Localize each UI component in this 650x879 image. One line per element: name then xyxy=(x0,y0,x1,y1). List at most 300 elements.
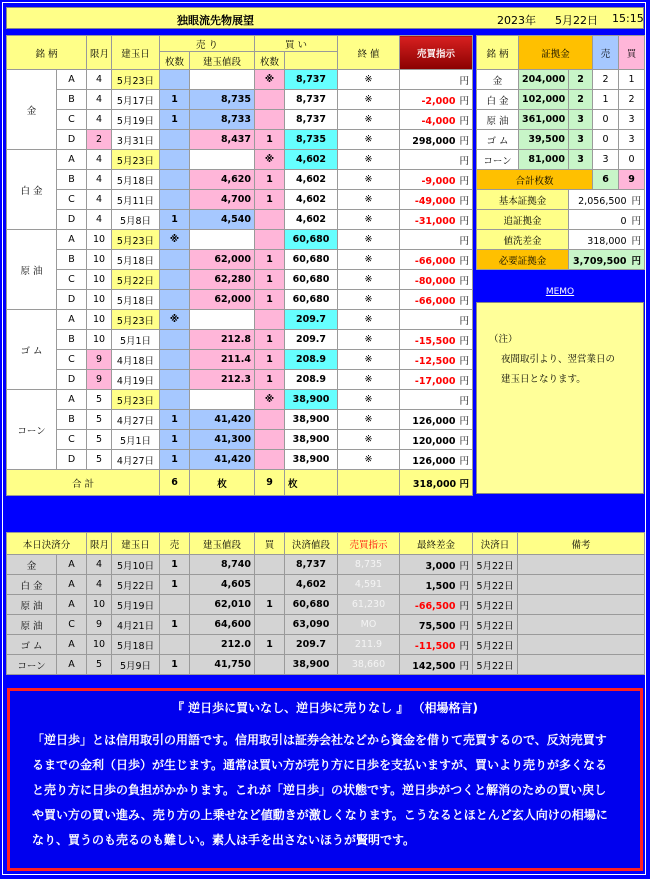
margin-sell: 0 xyxy=(593,110,619,130)
position-entry-date: 5月17日 xyxy=(112,90,160,110)
settled-price: 212.0 xyxy=(190,635,255,655)
margin-commodity: 原 油 xyxy=(477,110,519,130)
position-pnl-unit: 円 xyxy=(459,215,469,227)
position-close: 60,680 xyxy=(285,270,338,290)
margin-commodity: コーン xyxy=(477,150,519,170)
position-pnl xyxy=(400,270,473,290)
position-sub: A xyxy=(57,70,87,90)
position-pnl xyxy=(400,450,473,470)
position-row xyxy=(7,250,473,270)
position-pnl xyxy=(400,70,473,90)
position-row xyxy=(7,370,473,390)
settled-signal: 61,230 xyxy=(338,595,400,615)
summary-label: 必要証拠金 xyxy=(477,250,569,270)
summary-row xyxy=(477,210,645,230)
settled-pnl-value: -66,500 xyxy=(414,600,456,612)
position-buy-qty: 1 xyxy=(255,290,285,310)
summary-value-number: 318,000 xyxy=(587,235,627,247)
position-buy-qty xyxy=(255,110,285,130)
position-row xyxy=(7,210,473,230)
position-close: 209.7 xyxy=(285,310,338,330)
position-close: 38,900 xyxy=(285,410,338,430)
total-spacer xyxy=(338,470,400,496)
position-row xyxy=(7,410,473,430)
total-buy-count: 9 xyxy=(255,470,285,496)
margin-row xyxy=(477,110,645,130)
commodity-name: コーン xyxy=(7,390,57,470)
position-signal: ※ xyxy=(338,310,400,330)
margin-buy: 3 xyxy=(619,110,645,130)
position-sell-qty xyxy=(160,150,190,170)
position-sub: B xyxy=(57,250,87,270)
position-sub: B xyxy=(57,170,87,190)
memo-box xyxy=(476,302,644,494)
position-row xyxy=(7,430,473,450)
position-close: 4,602 xyxy=(285,150,338,170)
position-month: 10 xyxy=(87,230,112,250)
settled-row xyxy=(7,575,645,595)
col-header-buy: 買 い xyxy=(255,36,338,52)
position-pnl-unit: 円 xyxy=(459,375,469,387)
position-price: 41,420 xyxy=(190,410,255,430)
settled-sub: A xyxy=(57,555,87,575)
position-close: 4,602 xyxy=(285,210,338,230)
settled-price: 8,740 xyxy=(190,555,255,575)
margin-commodity: ゴ ム xyxy=(477,130,519,150)
summary-label: 値洗差金 xyxy=(477,230,569,250)
settled-entry-date: 5月22日 xyxy=(112,575,160,595)
position-row xyxy=(7,130,473,150)
settled-pnl-unit: 円 xyxy=(459,580,470,592)
position-sub: C xyxy=(57,190,87,210)
col-header-price: 建玉値段 xyxy=(190,52,255,70)
position-sell-qty xyxy=(160,130,190,150)
margin-count: 3 xyxy=(569,150,593,170)
position-pnl-unit: 円 xyxy=(459,255,469,267)
settled-row xyxy=(7,615,645,635)
commodity-name: 金 xyxy=(7,70,57,150)
summary-value-unit: 円 xyxy=(631,215,642,227)
position-row xyxy=(7,350,473,370)
total-pnl-unit: 円 xyxy=(459,478,469,490)
settled-entry-date: 5月10日 xyxy=(112,555,160,575)
settled-pnl-value: 3,000 xyxy=(425,560,456,572)
position-price: 212.3 xyxy=(190,370,255,390)
margin-row xyxy=(477,150,645,170)
position-month: 4 xyxy=(87,190,112,210)
settled-month: 5 xyxy=(87,655,112,675)
position-pnl-value: -49,000 xyxy=(414,195,456,207)
col-header-signal: 売買指示 xyxy=(400,36,473,70)
position-buy-qty: ※ xyxy=(255,150,285,170)
position-sub: C xyxy=(57,270,87,290)
settled-header-note: 備考 xyxy=(518,533,645,555)
position-row xyxy=(7,110,473,130)
settled-date: 5月22日 xyxy=(473,635,518,655)
settled-buy: 1 xyxy=(255,595,285,615)
margin-total-buy: 9 xyxy=(619,170,645,190)
position-close: 4,602 xyxy=(285,170,338,190)
settled-header-buy: 買 xyxy=(255,533,285,555)
margin-buy: 1 xyxy=(619,70,645,90)
position-pnl-unit: 円 xyxy=(459,135,469,147)
position-price: 62,280 xyxy=(190,270,255,290)
position-pnl-unit: 円 xyxy=(459,275,469,287)
position-row xyxy=(7,90,473,110)
settled-pnl-value: -11,500 xyxy=(414,640,456,652)
col-header-sell-qty: 枚数 xyxy=(160,52,190,70)
total-buy-unit: 枚 xyxy=(285,470,338,496)
position-signal: ※ xyxy=(338,370,400,390)
position-sub: D xyxy=(57,290,87,310)
total-sell-unit: 枚 xyxy=(190,470,255,496)
position-pnl xyxy=(400,170,473,190)
position-entry-date: 5月19日 xyxy=(112,110,160,130)
margin-header-name: 銘 柄 xyxy=(477,36,519,70)
position-pnl-unit: 円 xyxy=(459,115,469,127)
settled-settle-price: 8,737 xyxy=(285,555,338,575)
position-close: 60,680 xyxy=(285,230,338,250)
col-header-buy-qty: 枚数 xyxy=(255,52,285,70)
settled-month: 10 xyxy=(87,595,112,615)
settled-buy xyxy=(255,615,285,635)
position-month: 5 xyxy=(87,390,112,410)
settled-signal: 211.9 xyxy=(338,635,400,655)
position-signal: ※ xyxy=(338,250,400,270)
settled-pnl xyxy=(400,635,473,655)
position-sub: A xyxy=(57,390,87,410)
col-header-month: 限月 xyxy=(87,36,112,70)
settled-signal: MO xyxy=(338,615,400,635)
summary-row xyxy=(477,250,645,270)
position-close: 60,680 xyxy=(285,290,338,310)
position-close: 208.9 xyxy=(285,370,338,390)
position-month: 5 xyxy=(87,410,112,430)
position-sub: D xyxy=(57,210,87,230)
settled-row xyxy=(7,555,645,575)
settled-pnl xyxy=(400,575,473,595)
margin-count: 2 xyxy=(569,90,593,110)
position-price: 4,540 xyxy=(190,210,255,230)
settled-sell xyxy=(160,635,190,655)
position-pnl xyxy=(400,430,473,450)
position-sub: B xyxy=(57,90,87,110)
position-month: 4 xyxy=(87,110,112,130)
position-pnl xyxy=(400,210,473,230)
margin-count: 3 xyxy=(569,130,593,150)
settled-commodity: 白 金 xyxy=(7,575,57,595)
position-buy-qty xyxy=(255,230,285,250)
position-price xyxy=(190,390,255,410)
position-pnl xyxy=(400,390,473,410)
settled-header-month: 限月 xyxy=(87,533,112,555)
margin-sell: 3 xyxy=(593,150,619,170)
margin-buy: 3 xyxy=(619,130,645,150)
margin-amount: 361,000 xyxy=(519,110,569,130)
position-sell-qty xyxy=(160,270,190,290)
position-pnl xyxy=(400,410,473,430)
settled-commodity: 原 油 xyxy=(7,615,57,635)
settled-row xyxy=(7,595,645,615)
position-buy-qty: 1 xyxy=(255,170,285,190)
summary-label: 追証拠金 xyxy=(477,210,569,230)
position-entry-date: 5月1日 xyxy=(112,430,160,450)
position-close: 8,737 xyxy=(285,90,338,110)
settled-sell xyxy=(160,595,190,615)
summary-row xyxy=(477,190,645,210)
position-buy-qty: 1 xyxy=(255,330,285,350)
margin-row xyxy=(477,90,645,110)
margin-header-buy: 買 xyxy=(619,36,645,70)
position-entry-date: 4月27日 xyxy=(112,410,160,430)
settled-header-price: 建玉値段 xyxy=(190,533,255,555)
position-pnl-value: -66,000 xyxy=(414,295,456,307)
settled-note xyxy=(518,655,645,675)
position-price: 41,420 xyxy=(190,450,255,470)
margin-count: 3 xyxy=(569,110,593,130)
position-close: 209.7 xyxy=(285,330,338,350)
settled-buy xyxy=(255,655,285,675)
position-sell-qty xyxy=(160,170,190,190)
position-pnl-unit: 円 xyxy=(459,315,469,327)
position-sub: D xyxy=(57,130,87,150)
position-buy-qty xyxy=(255,430,285,450)
position-sell-qty xyxy=(160,250,190,270)
settled-buy xyxy=(255,575,285,595)
position-buy-qty xyxy=(255,450,285,470)
position-month: 4 xyxy=(87,70,112,90)
proverb-heading: 『 逆日歩に買いなし、逆日歩に売りなし 』 （相場格言) xyxy=(171,701,479,715)
summary-value-number: 0 xyxy=(620,215,627,227)
position-signal: ※ xyxy=(338,330,400,350)
settled-date: 5月22日 xyxy=(473,555,518,575)
position-buy-qty: 1 xyxy=(255,350,285,370)
settled-date: 5月22日 xyxy=(473,655,518,675)
position-pnl-unit: 円 xyxy=(459,335,469,347)
settled-month: 4 xyxy=(87,575,112,595)
position-buy-qty: ※ xyxy=(255,390,285,410)
settled-row xyxy=(7,655,645,675)
position-pnl-unit: 円 xyxy=(459,415,469,427)
settled-commodity: 原 油 xyxy=(7,595,57,615)
position-month: 10 xyxy=(87,310,112,330)
settled-date: 5月22日 xyxy=(473,595,518,615)
position-sell-qty xyxy=(160,330,190,350)
position-buy-qty: 1 xyxy=(255,130,285,150)
position-month: 4 xyxy=(87,210,112,230)
settled-month: 4 xyxy=(87,555,112,575)
margin-amount: 81,000 xyxy=(519,150,569,170)
position-month: 10 xyxy=(87,290,112,310)
page-title: 独眼流先物展望 xyxy=(177,14,254,27)
settled-signal: 8,735 xyxy=(338,555,400,575)
position-pnl-unit: 円 xyxy=(459,455,469,467)
settled-header-name: 本日決済分 xyxy=(7,533,87,555)
position-pnl xyxy=(400,250,473,270)
position-entry-date: 5月23日 xyxy=(112,150,160,170)
position-price xyxy=(190,150,255,170)
summary-value xyxy=(569,210,645,230)
position-pnl-value: 120,000 xyxy=(412,435,456,447)
col-header-spacer xyxy=(285,52,338,70)
position-sell-qty xyxy=(160,190,190,210)
position-buy-qty: 1 xyxy=(255,190,285,210)
settled-pnl-unit: 円 xyxy=(459,560,470,572)
position-entry-date: 3月31日 xyxy=(112,130,160,150)
memo-title: MEMO xyxy=(545,287,575,297)
col-header-sell: 売 り xyxy=(160,36,255,52)
position-sell-qty xyxy=(160,350,190,370)
position-price: 8,735 xyxy=(190,90,255,110)
settled-pnl xyxy=(400,555,473,575)
settled-entry-date: 5月18日 xyxy=(112,635,160,655)
settled-pnl xyxy=(400,655,473,675)
position-sub: C xyxy=(57,350,87,370)
position-pnl-value: -15,500 xyxy=(414,335,456,347)
position-entry-date: 5月23日 xyxy=(112,390,160,410)
position-sell-qty xyxy=(160,70,190,90)
memo-line-2: 建玉日となります。 xyxy=(501,374,586,385)
margin-sell: 1 xyxy=(593,90,619,110)
position-signal: ※ xyxy=(338,350,400,370)
position-month: 4 xyxy=(87,90,112,110)
summary-value-number: 3,709,500 xyxy=(573,255,627,267)
position-sell-qty xyxy=(160,290,190,310)
position-close: 8,735 xyxy=(285,130,338,150)
position-sell-qty: 1 xyxy=(160,450,190,470)
settled-price: 64,600 xyxy=(190,615,255,635)
position-pnl-unit: 円 xyxy=(459,435,469,447)
position-close: 38,900 xyxy=(285,390,338,410)
settled-row xyxy=(7,635,645,655)
settled-price: 62,010 xyxy=(190,595,255,615)
settled-pnl-unit: 円 xyxy=(459,640,470,652)
position-price xyxy=(190,230,255,250)
position-row xyxy=(7,190,473,210)
position-signal: ※ xyxy=(338,390,400,410)
position-sub: A xyxy=(57,150,87,170)
header-year: 2023年 xyxy=(497,14,536,27)
position-entry-date: 5月18日 xyxy=(112,170,160,190)
position-month: 10 xyxy=(87,330,112,350)
title-bar xyxy=(6,7,644,29)
margin-count: 2 xyxy=(569,70,593,90)
position-signal: ※ xyxy=(338,190,400,210)
margin-buy: 2 xyxy=(619,90,645,110)
settled-sub: A xyxy=(57,575,87,595)
settled-sub: A xyxy=(57,655,87,675)
position-buy-qty: 1 xyxy=(255,250,285,270)
position-entry-date: 4月18日 xyxy=(112,350,160,370)
settled-pnl-value: 142,500 xyxy=(412,660,456,672)
position-buy-qty: 1 xyxy=(255,270,285,290)
settled-header-settle-price: 決済値段 xyxy=(285,533,338,555)
position-month: 10 xyxy=(87,250,112,270)
position-month: 4 xyxy=(87,170,112,190)
summary-label: 基本証拠金 xyxy=(477,190,569,210)
margin-header-margin: 証拠金 xyxy=(519,36,593,70)
position-close: 38,900 xyxy=(285,430,338,450)
settled-pnl-unit: 円 xyxy=(459,600,470,612)
position-signal: ※ xyxy=(338,170,400,190)
position-price: 4,620 xyxy=(190,170,255,190)
position-entry-date: 4月27日 xyxy=(112,450,160,470)
col-header-entry-date: 建玉日 xyxy=(112,36,160,70)
settled-sub: A xyxy=(57,595,87,615)
settled-price: 4,605 xyxy=(190,575,255,595)
position-buy-qty xyxy=(255,410,285,430)
margin-buy: 0 xyxy=(619,150,645,170)
position-pnl xyxy=(400,290,473,310)
position-sell-qty: 1 xyxy=(160,210,190,230)
memo-line-1: 夜間取引より、翌営業日の xyxy=(501,354,616,365)
position-month: 10 xyxy=(87,270,112,290)
position-buy-qty xyxy=(255,90,285,110)
position-pnl-unit: 円 xyxy=(459,95,469,107)
position-pnl xyxy=(400,110,473,130)
settled-note xyxy=(518,555,645,575)
position-pnl-value: -66,000 xyxy=(414,255,456,267)
position-row xyxy=(7,310,473,330)
settled-entry-date: 4月21日 xyxy=(112,615,160,635)
positions-table xyxy=(6,35,473,496)
position-sell-qty: ※ xyxy=(160,230,190,250)
margin-commodity: 金 xyxy=(477,70,519,90)
summary-value-unit: 円 xyxy=(631,195,642,207)
settled-note xyxy=(518,615,645,635)
margin-amount: 204,000 xyxy=(519,70,569,90)
col-header-close: 終 値 xyxy=(338,36,400,70)
margin-sell: 2 xyxy=(593,70,619,90)
position-pnl-value: -31,000 xyxy=(414,215,456,227)
position-month: 9 xyxy=(87,350,112,370)
position-pnl-value: -9,000 xyxy=(421,175,456,187)
position-signal: ※ xyxy=(338,450,400,470)
position-pnl-unit: 円 xyxy=(459,155,469,167)
position-sell-qty xyxy=(160,370,190,390)
proverb-body: 「逆日歩」とは信用取引の用語です。信用取引は証券会社などから資金を借りて売買するので、反対売買するまでの金利（日歩）が生じます。通常は買い方が売り方に日歩を支払いますが、買いより売りが多くなると売り方に日歩の負担がかかります。これが「逆日歩」の状態です。逆日歩がつくと解消のための買い戻しや買い方の買い進み、売り方の上乗せなど値動きが激しくなります。こうなるとほとんど玄人向けの相場になり、買うのも売るのも難しい。素人は手を出さないほうが賢明です。 xyxy=(32,733,608,847)
position-row xyxy=(7,290,473,310)
settled-header-pnl: 最終差金 xyxy=(400,533,473,555)
position-sell-qty: 1 xyxy=(160,90,190,110)
margin-body xyxy=(477,70,645,170)
summary-value xyxy=(569,190,645,210)
position-pnl-unit: 円 xyxy=(459,175,469,187)
settled-header-signal: 売買指示 xyxy=(338,533,400,555)
total-sell-count: 6 xyxy=(160,470,190,496)
position-row xyxy=(7,450,473,470)
settled-note xyxy=(518,635,645,655)
position-row xyxy=(7,390,473,410)
settled-price: 41,750 xyxy=(190,655,255,675)
settled-pnl xyxy=(400,595,473,615)
settled-note xyxy=(518,595,645,615)
margin-row xyxy=(477,70,645,90)
settled-month: 10 xyxy=(87,635,112,655)
position-pnl xyxy=(400,330,473,350)
position-price: 211.4 xyxy=(190,350,255,370)
settled-date: 5月22日 xyxy=(473,615,518,635)
position-pnl-value: -17,000 xyxy=(414,375,456,387)
margin-row xyxy=(477,130,645,150)
position-sell-qty: 1 xyxy=(160,410,190,430)
position-pnl-unit: 円 xyxy=(459,235,469,247)
position-row xyxy=(7,170,473,190)
settled-commodity: 金 xyxy=(7,555,57,575)
total-pnl xyxy=(400,470,473,496)
position-signal: ※ xyxy=(338,70,400,90)
position-signal: ※ xyxy=(338,150,400,170)
